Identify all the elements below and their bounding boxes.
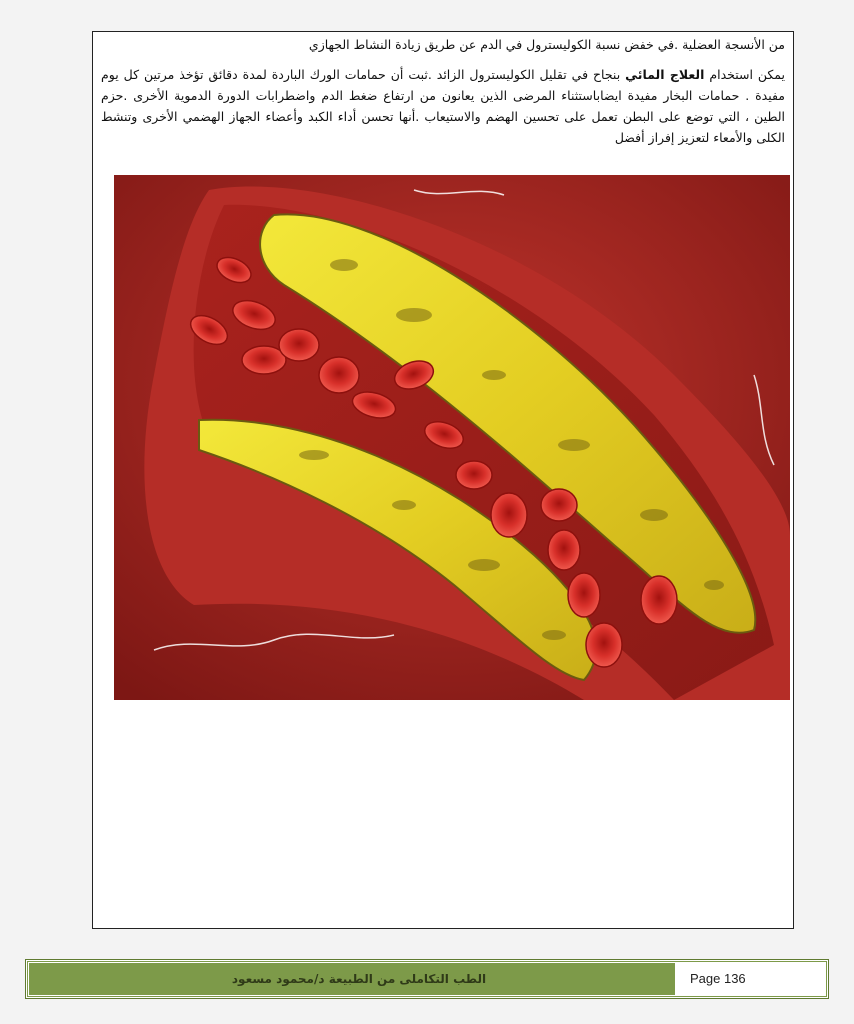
page-number: Page 136: [678, 963, 825, 995]
artery-illustration: [114, 175, 790, 700]
paragraph-2-rest: بنجاح في تقليل الكوليسترول الزائد .ثبت أن حمامات الورك الباردة لمدة دقائق تؤخذ مرتين كل يوم مفيدة . حمامات البخار مفيدة ايضاباستثناء المرضى الذين يعانون من ارتفاع ضغط الدم واضطرابات الدورة الدموية الأخرى .حزم الطين ، التي توضع على البطن تعمل على تحسين الهضم والاستيعاب .أنها تحسن أداء الكبد وأعضاء الجهاز الهضمي الأخرى وتنشط الكلى والأمعاء لتعزيز إفراز أفضل: [101, 67, 785, 145]
paragraph-1: من الأنسجة العضلية .في خفض نسبة الكوليسترول في الدم عن طريق زيادة النشاط الجهازي: [308, 37, 785, 52]
body-text: [101, 34, 785, 148]
hydrotherapy-term: العلاج المائي: [625, 67, 705, 82]
footer-bar: [26, 960, 828, 998]
paragraph-2-lead: يمكن استخدام: [709, 67, 785, 82]
paragraph-2: [101, 64, 785, 148]
artery-plaque-image: [114, 175, 790, 700]
footer-book-title: الطب التكاملى من الطبيعة د/محمود مسعود: [231, 972, 487, 986]
document-page: [92, 31, 794, 929]
